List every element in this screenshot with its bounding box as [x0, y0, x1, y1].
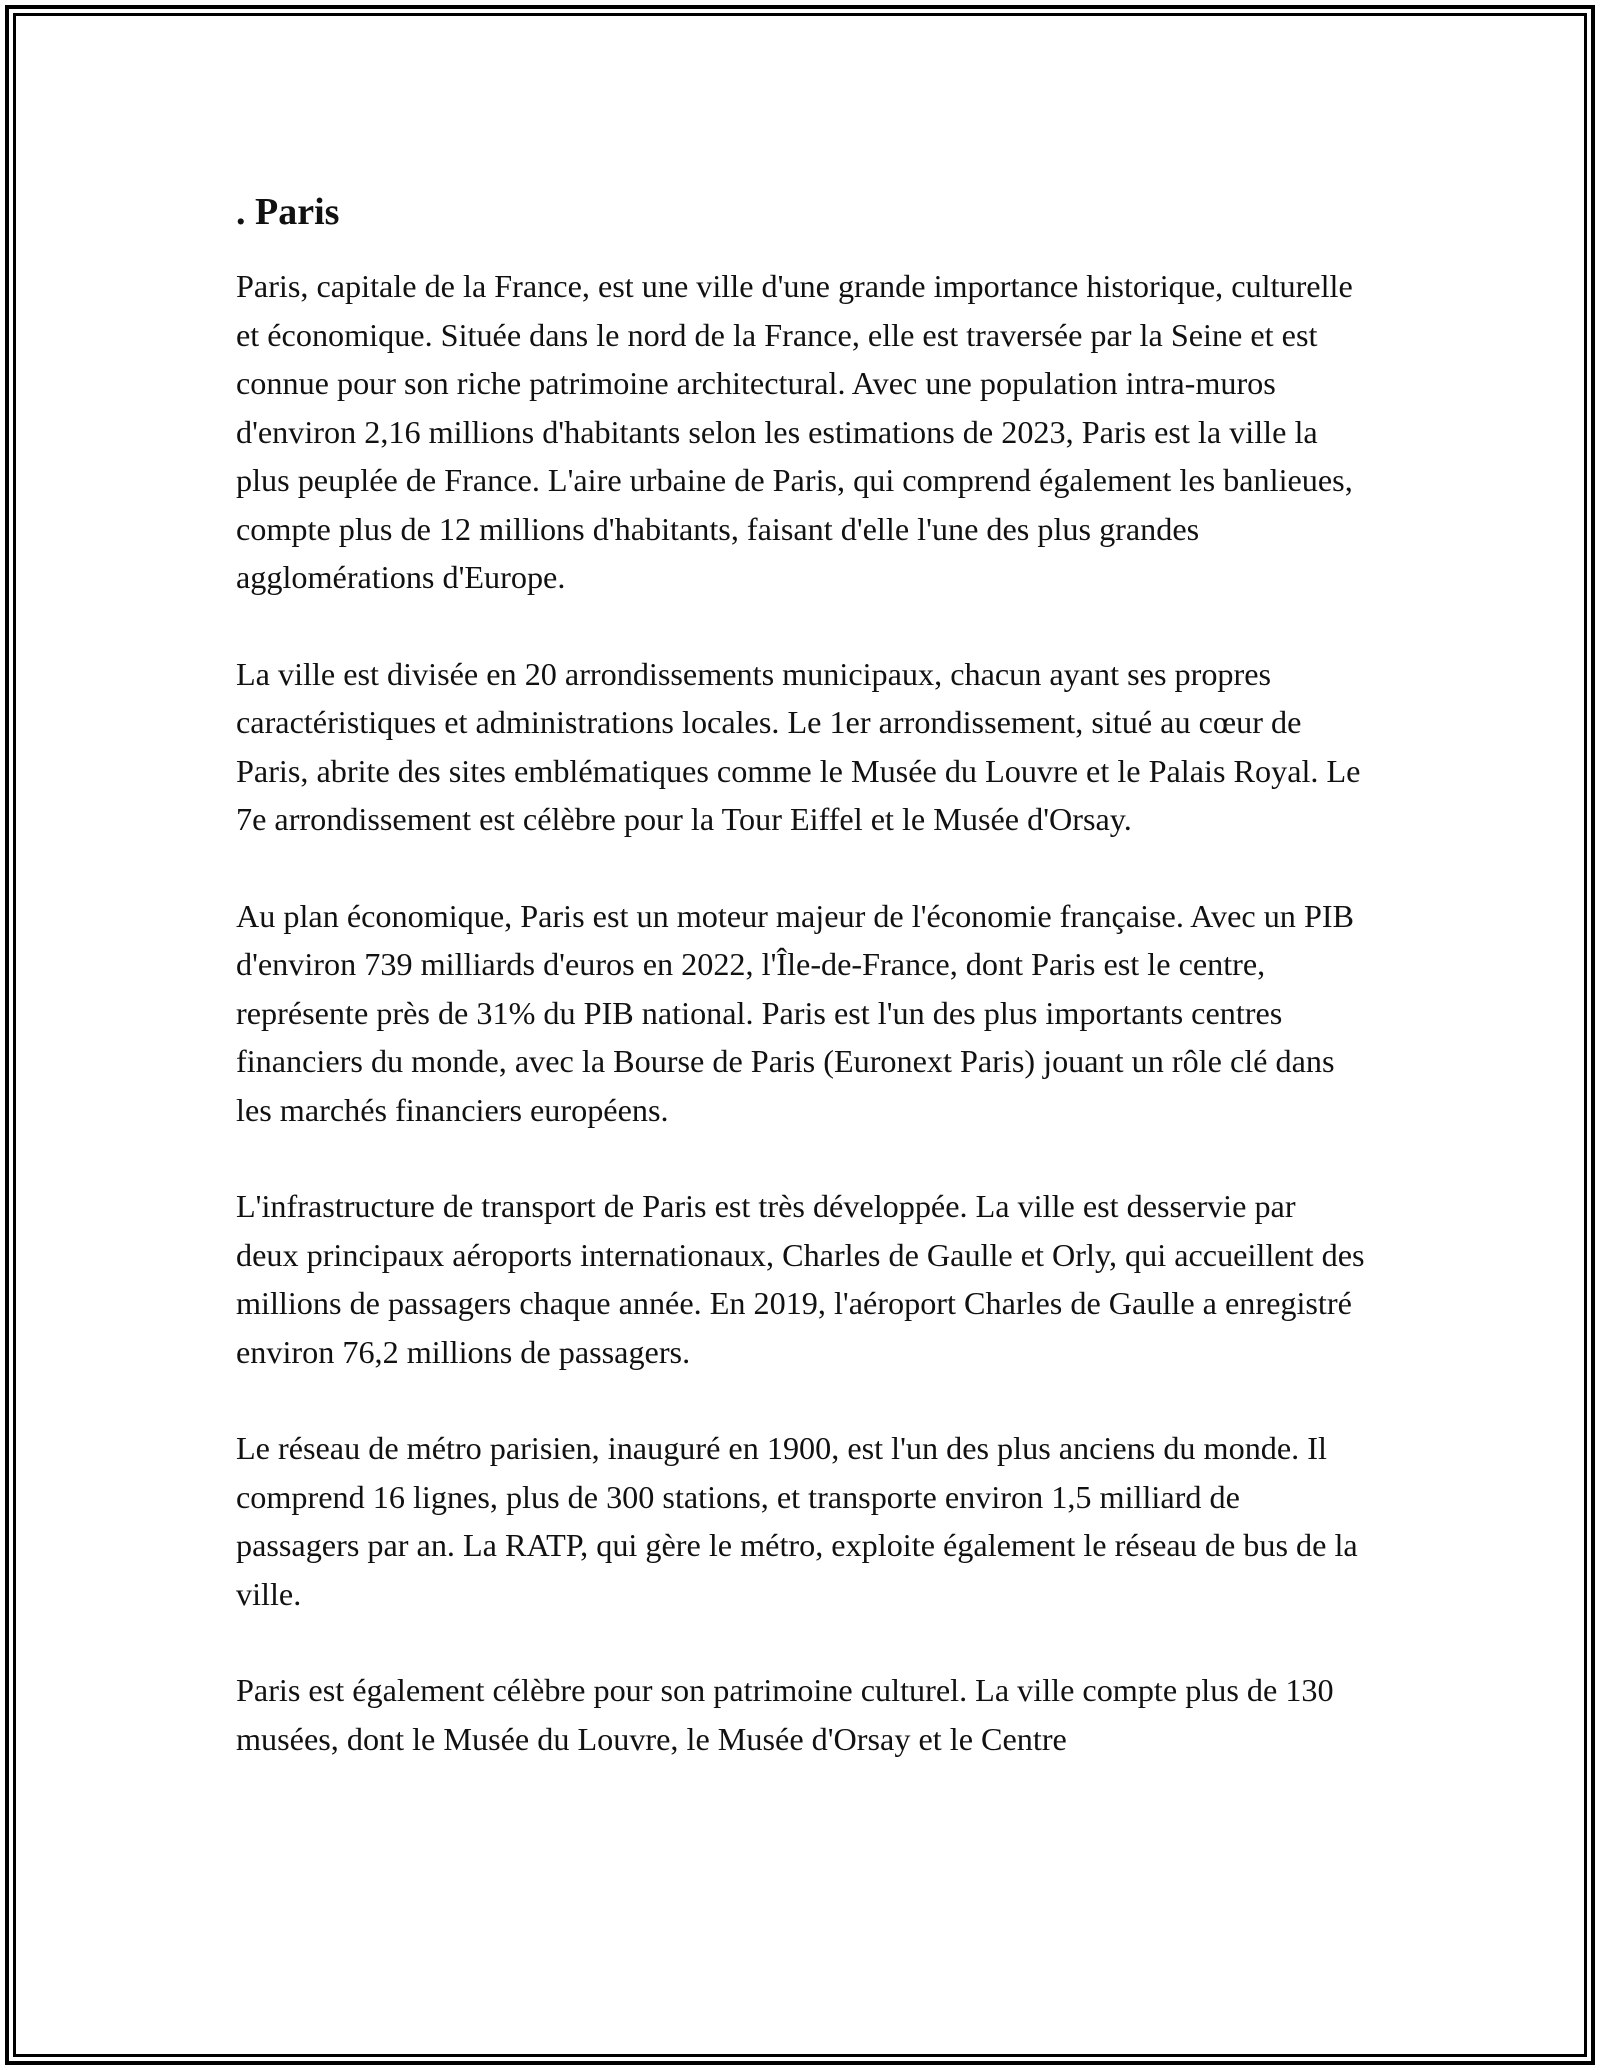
- document-title: . Paris: [236, 191, 340, 233]
- paragraph-arrondissements: La ville est divisée en 20 arrondissements municipaux, chacun ayant ses propres caractéristiques et administrations locales. Le 1er arrondissement, situé au cœur de Paris, abrite des sites emblématiques comme le Musée du Louvre et le Palais Royal. Le 7e arrondissement est célèbre pour la Tour Eiffel et le Musée d'Orsay.: [236, 655, 1361, 837]
- paragraph-economy: Au plan économique, Paris est un moteur majeur de l'économie française. Avec un PIB d'environ 739 milliards d'euros en 2022, l'Île-de-France, dont Paris est le centre, représente près de 31% du PIB national. Paris est l'un des plus importants centres financiers du monde, avec la Bourse de Paris (Euronext Paris) jouant un rôle clé dans les marchés financiers européens.: [236, 897, 1355, 1128]
- paragraph-overview: Paris, capitale de la France, est une ville d'une grande importance historique, culturelle et économique. Située dans le nord de la France, elle est traversée par la Seine et est connue pour son riche patrimoine architectural. Avec une population intra-muros d'environ 2,16 millions d'habitants selon les estimations de 2023, Paris est la ville la plus peuplée de France. L'aire urbaine de Paris, qui comprend également les banlieues, compte plus de 12 millions d'habitants, faisant d'elle l'une des plus grandes agglomérations d'Europe.: [236, 268, 1353, 595]
- paragraph-culture: Paris est également célèbre pour son patrimoine culturel. La ville compte plus de 130 musées, dont le Musée du Louvre, le Musée d'Orsay et le Centre: [236, 1672, 1334, 1757]
- paragraph-transport: L'infrastructure de transport de Paris est très développée. La ville est desservie par deux principaux aéroports internationaux, Charles de Gaulle et Orly, qui accueillent des millions de passagers chaque année. En 2019, l'aéroport Charles de Gaulle a enregistré environ 76,2 millions de passagers.: [236, 1188, 1365, 1370]
- paragraph-metro: Le réseau de métro parisien, inauguré en 1900, est l'un des plus anciens du monde. Il comprend 16 lignes, plus de 300 stations, et transporte environ 1,5 milliard de passagers par an. La RATP, qui gère le métro, exploite également le réseau de bus de la ville.: [236, 1430, 1358, 1612]
- document-body: [236, 186, 1366, 1811]
